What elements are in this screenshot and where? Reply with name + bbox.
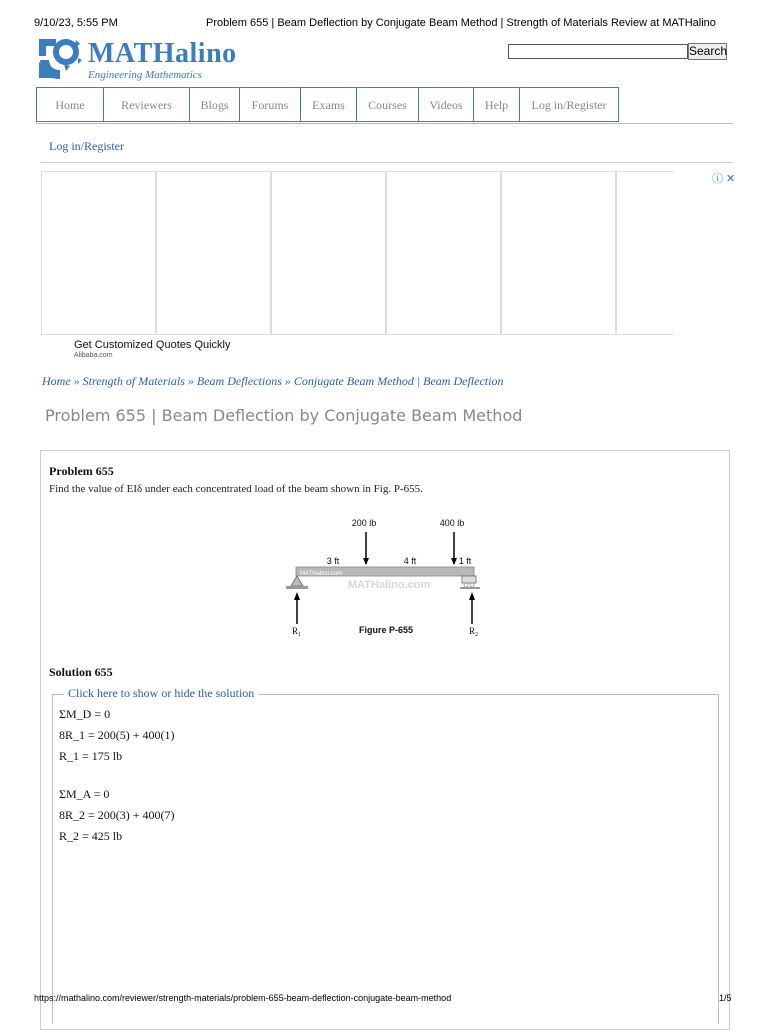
roller-wheel	[470, 583, 474, 587]
page-title: Problem 655 | Beam Deflection by Conjugate Beam Method	[45, 406, 523, 425]
equation-line: 8R_1 = 200(5) + 400(1)	[59, 728, 175, 742]
load-400-arrowhead	[451, 558, 457, 565]
span-1ft-label: 1 ft	[458, 556, 472, 566]
print-footer-url: https://mathalino.com/reviewer/strength-materials/problem-655-beam-deflection-conjugate-beam-method	[34, 993, 452, 1003]
ad-tile[interactable]	[616, 171, 674, 335]
print-footer-page: 1/5	[719, 993, 732, 1003]
reaction-r2-label: $R_2$	[469, 626, 479, 638]
equation-line: ΣM_D = 0	[59, 707, 111, 721]
ad-close-icon[interactable]: ⓘ ✕	[712, 173, 736, 185]
problem-heading: Problem 655	[49, 464, 114, 478]
breadcrumb-separator: »	[70, 374, 83, 388]
nav-reviewers[interactable]: Reviewers	[103, 87, 190, 122]
equation-line: R_1 = 175 lb	[59, 749, 123, 763]
divider	[41, 162, 733, 163]
nav-login-register[interactable]: Log in/Register	[519, 87, 619, 122]
equation-line: ΣM_A = 0	[59, 787, 110, 801]
reaction-r1-label: $R_1$	[292, 626, 302, 638]
breadcrumb-separator: »	[184, 374, 197, 388]
print-doc-title: Problem 655 | Beam Deflection by Conjugate Beam Method | Strength of Materials Review at MATHalino	[206, 17, 716, 29]
nav-blogs[interactable]: Blogs	[189, 87, 240, 122]
reaction-r1-arrowhead	[294, 592, 300, 600]
nav-forums[interactable]: Forums	[239, 87, 301, 122]
search-input[interactable]	[508, 44, 688, 59]
breadcrumb-beam-deflections[interactable]: Beam Deflections	[196, 374, 282, 388]
span-3ft-label: 3 ft	[326, 556, 340, 566]
login-register-link[interactable]: Log in/Register	[49, 139, 124, 153]
roller-wheel	[464, 583, 468, 587]
nav-exams[interactable]: Exams	[300, 87, 357, 122]
problem-text: Find the value of EIδ under each concentrated load of the beam shown in Fig. P-655.	[49, 483, 423, 495]
equation-line: 8R_2 = 200(3) + 400(7)	[59, 808, 175, 822]
logo-tagline: Engineering Mathematics	[88, 69, 202, 81]
ad-title[interactable]: Get Customized Quotes Quickly	[74, 339, 231, 351]
beam-watermark: MATHalino.com	[300, 571, 343, 577]
print-datetime: 9/10/23, 5:55 PM	[34, 17, 118, 29]
search-button[interactable]: Search	[689, 44, 728, 58]
nav-home[interactable]: Home	[36, 87, 104, 122]
nav-courses[interactable]: Courses	[356, 87, 419, 122]
breadcrumb-strength-of-materials[interactable]: Strength of Materials	[82, 374, 185, 388]
solution-toggle-link[interactable]: Click here to show or hide the solution	[64, 686, 258, 701]
ad-source[interactable]: Alibaba.com	[74, 352, 113, 359]
breadcrumb	[42, 374, 503, 389]
solution-fieldset	[52, 694, 719, 1024]
roller-support-base	[460, 587, 480, 589]
ad-tile[interactable]	[386, 171, 501, 335]
load-400-label: 400 lb	[439, 518, 465, 528]
nav-videos[interactable]: Videos	[418, 87, 474, 122]
equation-line: R_2 = 425 lb	[59, 829, 123, 843]
main-nav	[36, 87, 618, 123]
reaction-r2-arrowhead	[469, 592, 475, 600]
ad-tile[interactable]	[41, 171, 156, 335]
span-4ft-label: 4 ft	[403, 556, 417, 566]
pin-support-base	[286, 586, 308, 589]
nav-divider	[36, 123, 733, 124]
load-200-arrowhead	[363, 558, 369, 565]
roller-support	[462, 576, 476, 583]
pin-support	[291, 576, 303, 586]
figure-caption: Figure P-655	[358, 625, 414, 635]
solution-heading: Solution 655	[49, 665, 113, 679]
ad-tile[interactable]	[501, 171, 616, 335]
load-200-label: 200 lb	[351, 518, 377, 528]
beam-figure	[280, 512, 490, 642]
logo-name[interactable]: MATHalino	[88, 38, 237, 69]
ad-tile[interactable]	[271, 171, 386, 335]
nav-help[interactable]: Help	[473, 87, 520, 122]
figure-watermark: MATHalino.com	[348, 579, 431, 591]
ad-tile[interactable]	[156, 171, 271, 335]
breadcrumb-conjugate-beam-method[interactable]: Conjugate Beam Method | Beam Deflection	[293, 374, 504, 388]
breadcrumb-separator: »	[281, 374, 294, 388]
logo-gear-icon[interactable]	[36, 36, 82, 82]
breadcrumb-home[interactable]: Home	[42, 374, 71, 388]
